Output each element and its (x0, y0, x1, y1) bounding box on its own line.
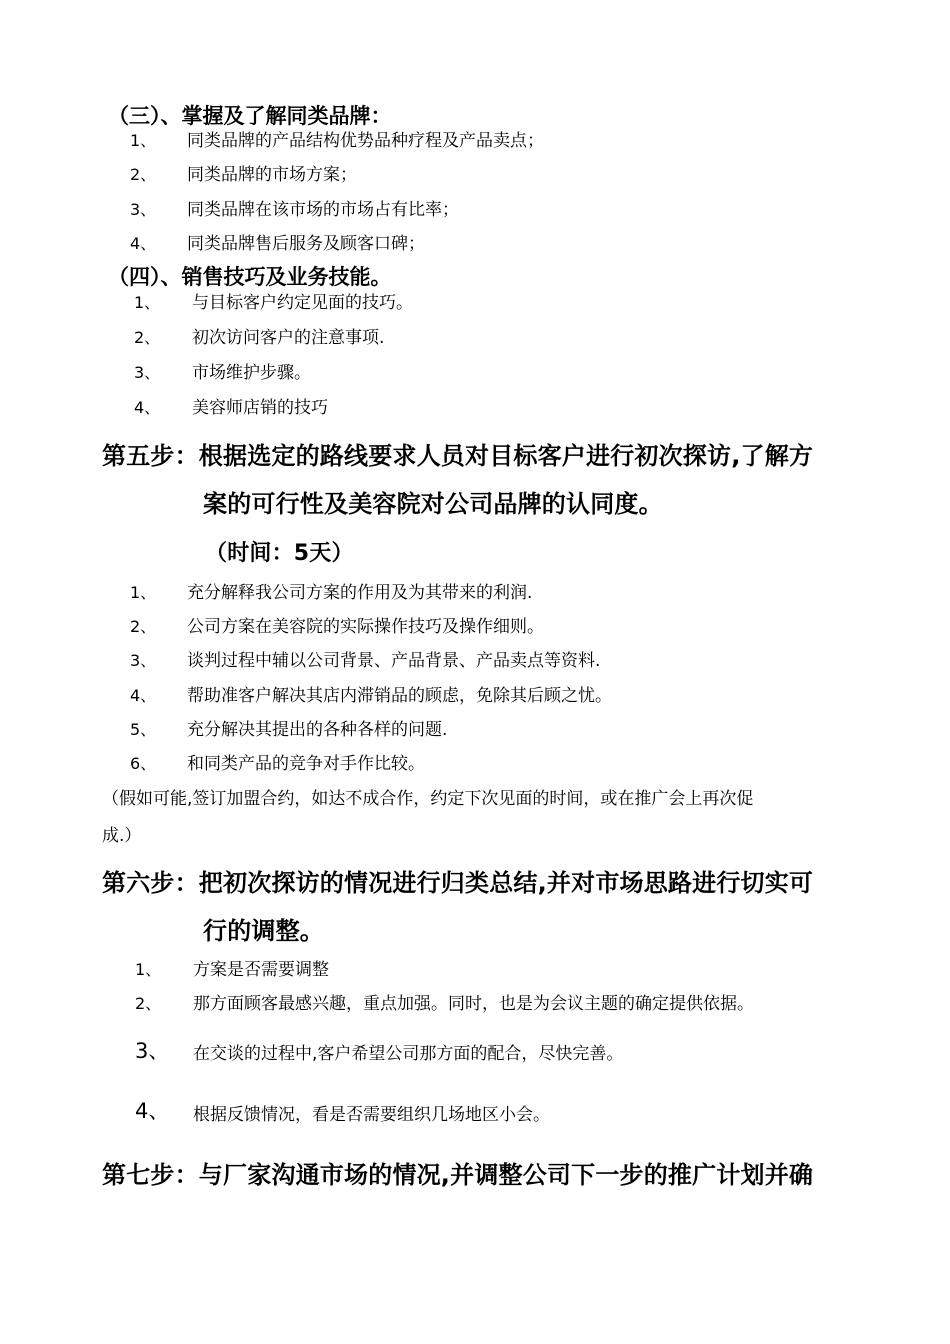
list-number: 1、 (130, 583, 157, 602)
list-number: 4、 (135, 1099, 170, 1123)
list-item: 同类品牌的市场方案； (187, 165, 357, 185)
section-heading-3: （三）、掌握及了解同类品牌： (108, 104, 392, 128)
section-heading-4: （四）、销售技巧及业务技能。 (108, 265, 392, 289)
list-number: 4、 (134, 398, 161, 417)
list-item: 充分解决其提出的各种各样的问题. (187, 720, 448, 740)
list-item: 美容师店销的技巧 (192, 398, 328, 418)
step-heading-7: 第七步：与厂家沟通市场的情况,并调整公司下一步的推广计划并确 (102, 1161, 814, 1189)
list-number: 3、 (134, 363, 161, 382)
step-heading-6: 第六步：把初次探访的情况进行归类总结,并对市场思路进行切实可 (102, 869, 814, 897)
list-item: 同类品牌的产品结构优势品种疗程及产品卖点； (187, 131, 544, 151)
list-item: 同类品牌售后服务及顾客口碑； (187, 234, 425, 254)
list-number: 3、 (130, 651, 157, 670)
list-item: 那方面顾客最感兴趣，重点加强。同时，也是为会议主题的确定提供依据。 (193, 994, 754, 1014)
list-item: 市场维护步骤。 (192, 363, 311, 383)
note-text-continued: 成.） (102, 826, 142, 846)
list-number: 2、 (130, 165, 157, 184)
list-item: 谈判过程中辅以公司背景、产品背景、产品卖点等资料. (187, 651, 601, 671)
list-item: 充分解释我公司方案的作用及为其带来的利润. (187, 583, 533, 603)
list-number: 1、 (135, 960, 162, 979)
note-text: （假如可能,签订加盟合约，如达不成合作，约定下次见面的时间，或在推广会上再次促 (102, 789, 754, 809)
step-heading-6-continued: 行的调整。 (203, 917, 324, 945)
list-item: 与目标客户约定见面的技巧。 (192, 293, 413, 313)
list-number: 1、 (130, 131, 157, 150)
list-item: 同类品牌在该市场的市场占有比率； (187, 200, 459, 220)
list-item: 初次访问客户的注意事项. (192, 328, 385, 348)
list-item: 根据反馈情况，看是否需要组织几场地区小会。 (193, 1105, 550, 1125)
step-heading-5-continued: 案的可行性及美容院对公司品牌的认同度。 (203, 490, 663, 518)
list-number: 2、 (134, 328, 161, 347)
list-item: 方案是否需要调整 (193, 960, 329, 980)
list-number: 2、 (135, 994, 162, 1013)
list-item: 在交谈的过程中,客户希望公司那方面的配合，尽快完善。 (193, 1044, 624, 1064)
list-number: 2、 (130, 617, 157, 636)
list-number: 3、 (130, 200, 157, 219)
list-number: 1、 (134, 293, 161, 312)
list-item: 公司方案在美容院的实际操作技巧及操作细则。 (187, 617, 544, 637)
step-heading-5: 第五步：根据选定的路线要求人员对目标客户进行初次探访,了解方 (102, 442, 814, 470)
list-item: 帮助准客户解决其店内滞销品的顾虑，免除其后顾之忧。 (187, 686, 612, 706)
list-number: 4、 (130, 234, 157, 253)
list-number: 5、 (130, 720, 157, 739)
list-number: 6、 (130, 754, 157, 773)
list-item: 和同类产品的竞争对手作比较。 (187, 754, 425, 774)
list-number: 4、 (130, 686, 157, 705)
list-number: 3、 (135, 1039, 170, 1063)
step-time: （时间：5天） (205, 541, 354, 566)
